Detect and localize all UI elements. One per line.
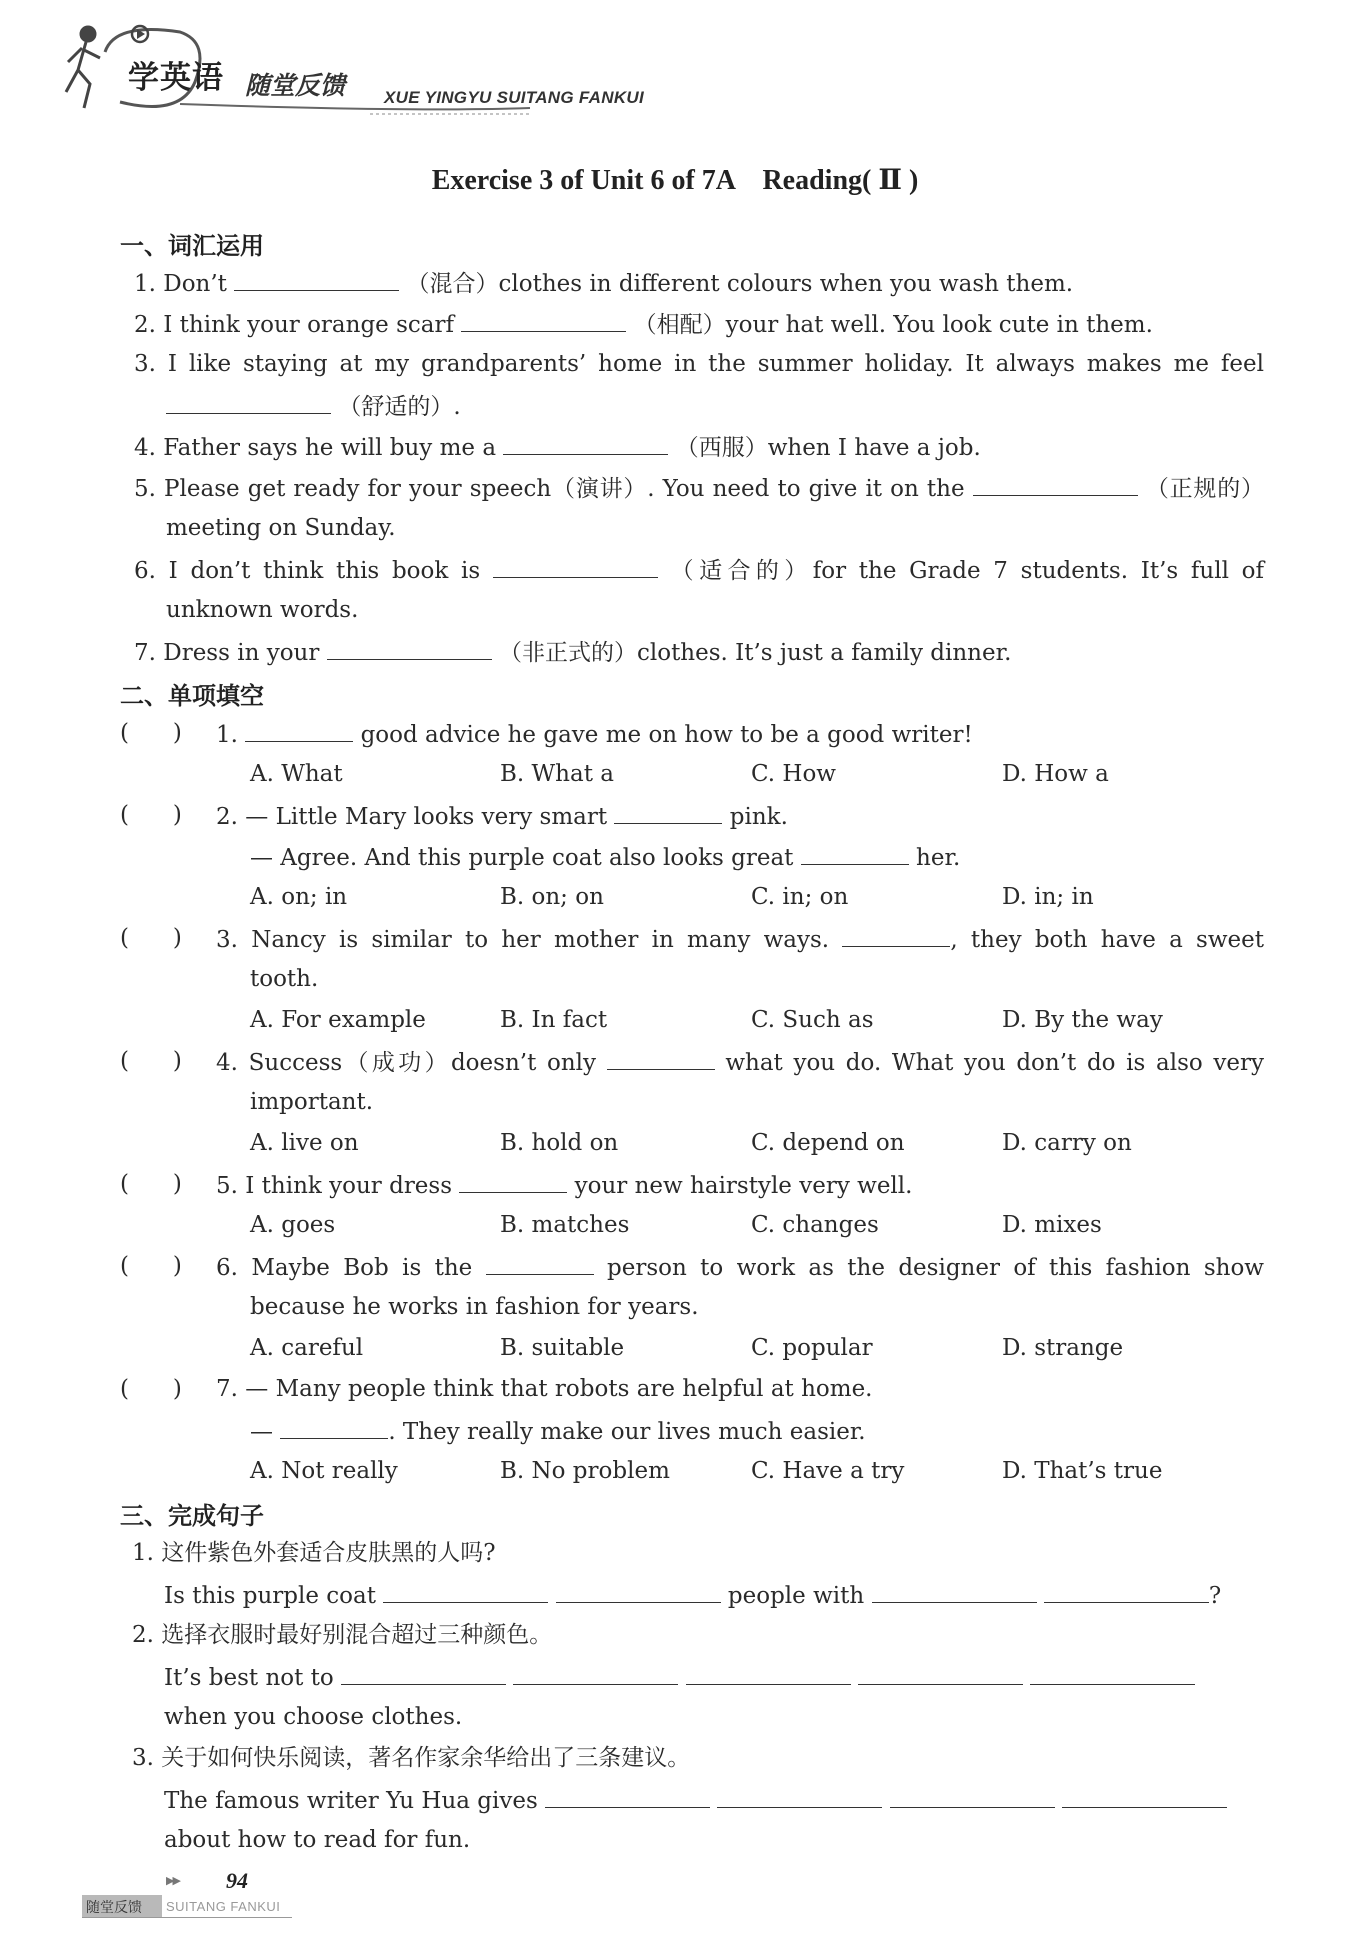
answer-blank[interactable] (493, 553, 658, 578)
page-number: 94 (226, 1868, 248, 1893)
vocab-item-2: 2. I think your orange scarf （相配）your hat well. You look cute in them. (134, 307, 1153, 341)
mc-7-option-a[interactable]: A. Not really (250, 1458, 398, 1484)
answer-blank[interactable] (1044, 1578, 1209, 1603)
mc-2-option-d[interactable]: D. in; in (1002, 884, 1094, 910)
mc-question-6-cont: because he works in fashion for years. (250, 1294, 699, 1320)
mc-1-option-d[interactable]: D. How a (1002, 761, 1109, 787)
answer-blank[interactable] (717, 1783, 882, 1808)
mc-question-1: 1. good advice he gave me on how to be a good writer! (216, 717, 973, 751)
mc-4-option-d[interactable]: D. carry on (1002, 1130, 1132, 1156)
answer-blank[interactable] (486, 1250, 594, 1275)
answer-blank[interactable] (607, 1045, 715, 1070)
mc-question-3: 3. Nancy is similar to her mother in many ways. , they both have a sweet (216, 922, 1264, 956)
mc-1-option-b[interactable]: B. What a (500, 761, 614, 787)
answer-blank[interactable] (842, 922, 950, 947)
vocab-item-6-cont: unknown words. (166, 597, 359, 623)
vocab-item-6: 6. I don’t think this book is （适合的）for the Grade 7 students. It’s full of (134, 553, 1264, 587)
mc-question-6: 6. Maybe Bob is the person to work as the designer of this fashion show (216, 1250, 1264, 1284)
mc-4-option-b[interactable]: B. hold on (500, 1130, 619, 1156)
answer-blank[interactable] (503, 430, 668, 455)
answer-blank[interactable] (686, 1660, 851, 1685)
vocab-item-7: 7. Dress in your （非正式的）clothes. It’s just a family dinner. (134, 635, 1011, 669)
answer-blank[interactable] (245, 717, 353, 742)
mc-question-5: 5. I think your dress your new hairstyle very well. (216, 1168, 912, 1202)
answer-blank[interactable] (545, 1783, 710, 1808)
mc-6-option-b[interactable]: B. suitable (500, 1335, 625, 1361)
header-title-cn: 学英语 (128, 60, 224, 96)
mc-5-option-d[interactable]: D. mixes (1002, 1212, 1102, 1238)
answer-blank[interactable] (801, 840, 909, 865)
section-heading-mc: 二、单项填空 (120, 682, 264, 710)
vocab-item-1: 1. Don’t （混合）clothes in different colours when you wash them. (134, 266, 1073, 300)
answer-blank[interactable] (872, 1578, 1037, 1603)
mc-5-option-c[interactable]: C. changes (751, 1212, 879, 1238)
mc-question-7-reply: — . They really make our lives much easier. (250, 1414, 866, 1448)
mc-question-4: 4. Success（成功）doesn’t only what you do. What you don’t do is also very (216, 1045, 1264, 1079)
answer-blank[interactable] (459, 1168, 567, 1193)
footer-label-cn: 随堂反馈 (86, 1900, 142, 1916)
mc-2-option-b[interactable]: B. on; on (500, 884, 604, 910)
complete-item-2-cont: when you choose clothes. (164, 1704, 463, 1730)
mc-6-option-c[interactable]: C. popular (751, 1335, 873, 1361)
complete-item-1-cn: 1. 这件紫色外套适合皮肤黑的人吗? (132, 1540, 496, 1566)
mc-2-option-a[interactable]: A. on; in (250, 884, 348, 910)
mc-question-3-cont: tooth. (250, 966, 319, 992)
mc-4-option-a[interactable]: A. live on (250, 1130, 359, 1156)
mc-4-option-c[interactable]: C. depend on (751, 1130, 905, 1156)
complete-item-3-en: The famous writer Yu Hua gives (164, 1783, 1227, 1817)
answer-paren[interactable]: ( ) (120, 1376, 182, 1402)
mc-7-option-c[interactable]: C. Have a try (751, 1458, 905, 1484)
mc-6-option-d[interactable]: D. strange (1002, 1335, 1124, 1361)
footer-arrow-icon: ▶▶ (166, 1874, 179, 1887)
answer-blank[interactable] (383, 1578, 548, 1603)
mc-question-2-reply: — Agree. And this purple coat also looks great her. (250, 840, 960, 874)
answer-paren[interactable]: ( ) (120, 1171, 182, 1197)
answer-paren[interactable]: ( ) (120, 1048, 182, 1074)
answer-blank[interactable] (280, 1414, 388, 1439)
section-heading-vocab: 一、词汇运用 (120, 232, 264, 260)
mc-7-option-d[interactable]: D. That’s true (1002, 1458, 1163, 1484)
mc-5-option-a[interactable]: A. goes (250, 1212, 336, 1238)
answer-blank[interactable] (166, 389, 331, 414)
mc-5-option-b[interactable]: B. matches (500, 1212, 630, 1238)
answer-blank[interactable] (513, 1660, 678, 1685)
answer-blank[interactable] (341, 1660, 506, 1685)
complete-item-2-en: It’s best not to (164, 1660, 1195, 1694)
complete-item-3-cn: 3. 关于如何快乐阅读，著名作家余华给出了三条建议。 (132, 1745, 691, 1771)
answer-paren[interactable]: ( ) (120, 1253, 182, 1279)
header-title-en: XUE YINGYU SUITANG FANKUI (384, 88, 645, 107)
runner-icon (66, 27, 100, 108)
mc-3-option-b[interactable]: B. In fact (500, 1007, 608, 1033)
answer-blank[interactable] (973, 471, 1138, 496)
answer-blank[interactable] (461, 307, 626, 332)
complete-item-2-cn: 2. 选择衣服时最好别混合超过三种颜色。 (132, 1622, 553, 1648)
answer-blank[interactable] (234, 266, 399, 291)
answer-blank[interactable] (1030, 1660, 1195, 1685)
answer-blank[interactable] (327, 635, 492, 660)
mc-1-option-a[interactable]: A. What (250, 761, 343, 787)
answer-paren[interactable]: ( ) (120, 720, 182, 746)
vocab-item-3: 3. I like staying at my grandparents’ home in the summer holiday. It always makes me feel (134, 351, 1264, 377)
header-subtitle-cn: 随堂反馈 (245, 71, 346, 100)
mc-3-option-a[interactable]: A. For example (250, 1007, 426, 1033)
page-title: Exercise 3 of Unit 6 of 7A Reading( Ⅱ ) (431, 165, 919, 196)
mc-question-7: 7. — Many people think that robots are helpful at home. (216, 1376, 873, 1402)
mc-3-option-c[interactable]: C. Such as (751, 1007, 874, 1033)
vocab-item-5-cont: meeting on Sunday. (166, 515, 396, 541)
mc-3-option-d[interactable]: D. By the way (1002, 1007, 1163, 1033)
answer-blank[interactable] (858, 1660, 1023, 1685)
complete-item-3-cont: about how to read for fun. (164, 1827, 471, 1853)
mc-2-option-c[interactable]: C. in; on (751, 884, 849, 910)
footer-label-en: SUITANG FANKUI (166, 1899, 281, 1914)
answer-blank[interactable] (614, 799, 722, 824)
footer-divider (82, 1917, 292, 1918)
mc-question-4-cont: important. (250, 1089, 374, 1115)
mc-6-option-a[interactable]: A. careful (250, 1335, 364, 1361)
answer-blank[interactable] (556, 1578, 721, 1603)
vocab-item-5: 5. Please get ready for your speech（演讲）. You need to give it on the （正规的） (134, 471, 1264, 505)
vocab-item-3-cont: （舒适的）. (166, 389, 461, 423)
answer-blank[interactable] (1062, 1783, 1227, 1808)
answer-paren[interactable]: ( ) (120, 802, 182, 828)
section-heading-complete: 三、完成句子 (120, 1502, 264, 1530)
mc-1-option-c[interactable]: C. How (751, 761, 836, 787)
answer-blank[interactable] (890, 1783, 1055, 1808)
complete-item-1-en: Is this purple coat people with ? (164, 1578, 1221, 1612)
mc-7-option-b[interactable]: B. No problem (500, 1458, 670, 1484)
mc-question-2: 2. — Little Mary looks very smart pink. (216, 799, 788, 833)
vocab-item-4: 4. Father says he will buy me a （西服）when I have a job. (134, 430, 981, 464)
answer-paren[interactable]: ( ) (120, 925, 182, 951)
